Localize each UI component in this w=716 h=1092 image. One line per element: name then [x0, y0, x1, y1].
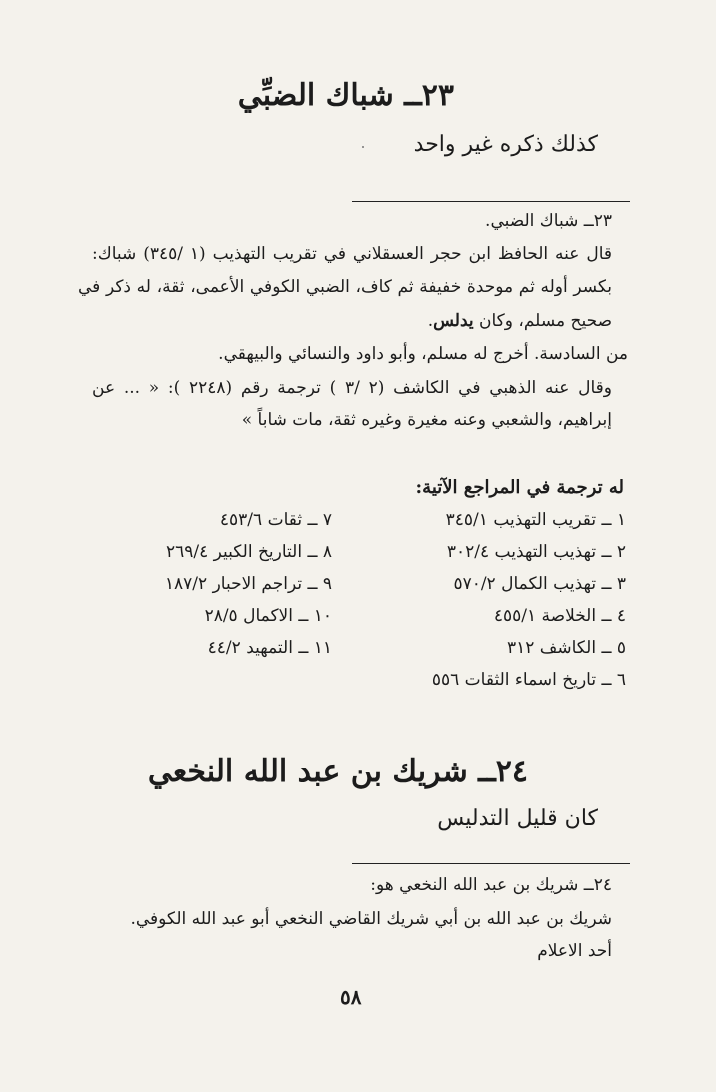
footnote-23-p3-line1: وقال عنه الذهبي في الكاشف (٢ /٣ ) ترجمة رقم (٢٢٤٨ ): « ... عن — [92, 378, 613, 398]
footnote-23-p3-line2: إبراهيم، والشعبي وعنه مغيرة وغيره ثقة، مات شاباً » — [241, 410, 612, 430]
references-right-column — [432, 504, 626, 696]
footnote-23-p1-line3 — [428, 310, 612, 332]
footnote-23-tadlis-word: يدلس — [433, 311, 474, 331]
footnote-24-header: ٢٤ــ شريك بن عبد الله النخعي هو: — [370, 875, 612, 895]
reference-item: ٤ ــ الخلاصة ٤٥٥/١ — [493, 606, 626, 626]
footnote-separator-23 — [352, 201, 630, 202]
reference-item: ٨ ــ التاريخ الكبير ٢٦٩/٤ — [165, 542, 332, 562]
scan-speck — [362, 146, 364, 148]
page-number: ٥٨ — [340, 985, 362, 1009]
reference-item: ١١ ــ التمهيد ٤٤/٢ — [207, 638, 332, 658]
footnote-23-header: ٢٣ــ شباك الضبي. — [485, 211, 612, 231]
references-left-column — [165, 504, 332, 664]
footnote-23-p1-line1: قال عنه الحافظ ابن حجر العسقلاني في تقريب التهذيب (١ /٣٤٥) شباك: — [92, 244, 612, 264]
footnote-23-p1-line3-end: . — [427, 311, 434, 331]
entry-24-main-text: كان قليل التدليس — [437, 806, 598, 831]
footnote-separator-24 — [352, 863, 630, 864]
footnote-23-p2: من السادسة. أخرج له مسلم، وأبو داود والنسائي والبيهقي. — [218, 344, 628, 364]
footnote-23-p1-line3-start: صحيح مسلم، وكان — [473, 311, 612, 331]
footnote-23-p1-line2: بكسر أوله ثم موحدة خفيفة ثم كاف، الضبي الكوفي الأعمى، ثقة، له ذكر في — [78, 277, 612, 297]
reference-item: ٧ ــ ثقات ٤٥٣/٦ — [219, 510, 332, 530]
entry-23-title: ٢٣ــ شباك الضبِّي — [237, 78, 454, 113]
footnote-24-line1: شريك بن عبد الله بن أبي شريك القاضي النخعي أبو عبد الله الكوفي. — [130, 909, 612, 929]
reference-item: ٦ ــ تاريخ اسماء الثقات ٥٥٦ — [431, 670, 626, 690]
reference-item: ١ ــ تقريب التهذيب ٣٤٥/١ — [445, 510, 626, 530]
footnote-24-line2: أحد الاعلام — [537, 941, 612, 961]
entry-23-main-text: كذلك ذكره غير واحد — [413, 132, 598, 157]
reference-item: ٩ ــ تراجم الاحبار ١٨٧/٢ — [164, 574, 332, 594]
entry-24-title: ٢٤ــ شريك بن عبد الله النخعي — [147, 754, 528, 789]
reference-item: ٣ ــ تهذيب الكمال ٥٧٠/٢ — [453, 574, 626, 594]
reference-item: ٢ ــ تهذيب التهذيب ٣٠٢/٤ — [446, 542, 626, 562]
reference-item: ١٠ ــ الاكمال ٢٨/٥ — [204, 606, 332, 626]
reference-item: ٥ ــ الكاشف ٣١٢ — [506, 638, 626, 658]
references-heading: له ترجمة في المراجع الآتية: — [415, 477, 624, 498]
